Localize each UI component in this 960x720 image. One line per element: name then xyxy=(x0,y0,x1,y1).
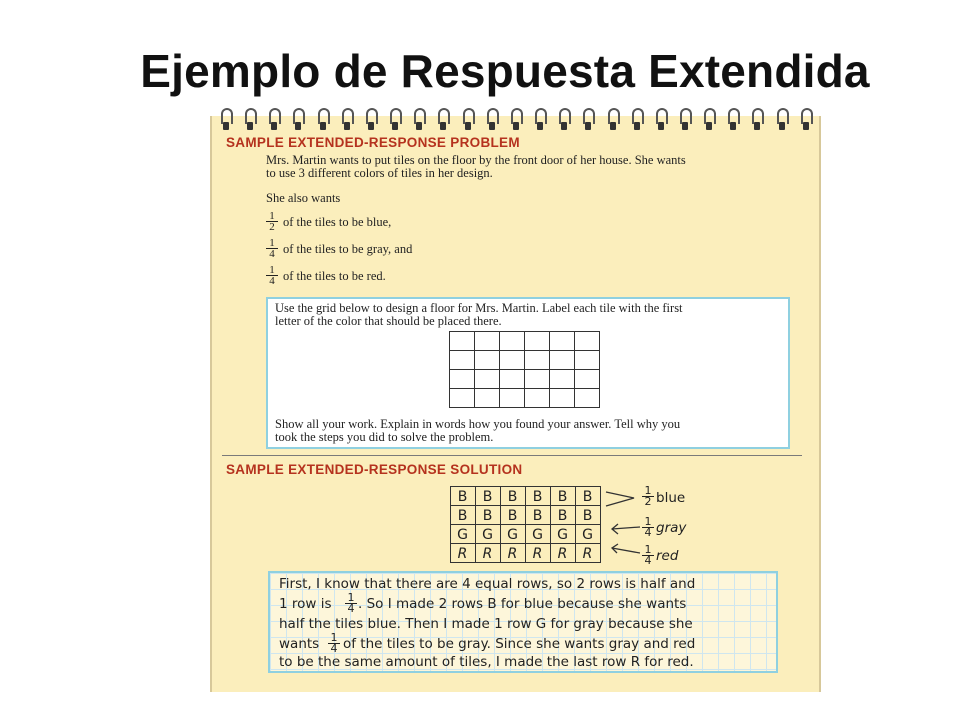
problem-heading: SAMPLE EXTENDED-RESPONSE PROBLEM xyxy=(226,135,520,150)
tile-cell: R xyxy=(582,546,593,562)
bracket-arrow xyxy=(606,492,634,506)
spiral-binding xyxy=(218,108,814,134)
tile-cell: R xyxy=(507,546,518,562)
explanation-line-4a: wants xyxy=(279,636,320,652)
tile-cell: G xyxy=(557,527,568,543)
section-divider xyxy=(222,455,802,456)
also-wants-text: She also wants xyxy=(266,191,341,205)
tile-cell: R xyxy=(457,546,468,562)
tile-cell: B xyxy=(482,489,493,505)
explanation-fraction-2: $\frac{1}{4}$ xyxy=(328,633,340,654)
empty-tile-grid xyxy=(449,331,601,409)
annotation-label-blue: blue xyxy=(656,490,686,506)
tile-cell: B xyxy=(457,508,468,524)
tile-cell: R xyxy=(482,546,493,562)
closing-line-2: took the steps you did to solve the problem. xyxy=(275,430,494,444)
gray-arrow xyxy=(612,527,640,529)
tile-cell: B xyxy=(557,489,568,505)
fraction-item-3: $\frac{1}{4}$ xyxy=(266,265,278,286)
explanation-line-4b: of the tiles to be gray. Since she wants gray and red xyxy=(343,636,696,652)
solved-tile-grid xyxy=(450,486,602,564)
tile-cell: G xyxy=(582,527,593,543)
tile-cell: B xyxy=(532,489,543,505)
tile-cell: B xyxy=(582,508,593,524)
tile-cell: B xyxy=(582,489,593,505)
problem-intro-line-2: to use 3 different colors of tiles in her design. xyxy=(266,166,493,180)
tile-cell: R xyxy=(557,546,568,562)
tile-cell: B xyxy=(532,508,543,524)
fraction-item-1-text: of the tiles to be blue, xyxy=(283,215,392,229)
fraction-item-1: $\frac{1}{2}$ xyxy=(266,211,278,232)
tile-cell: G xyxy=(482,527,493,543)
annotation-fraction-2: $\frac{1}{4}$ xyxy=(642,517,654,538)
instructions-line-1: Use the grid below to design a floor for Mrs. Martin. Label each tile with the first xyxy=(275,301,683,315)
tile-cell: B xyxy=(457,489,468,505)
explanation-line-2b: . So I made 2 rows B for blue because she wants xyxy=(358,596,687,612)
instructions-line-2: letter of the color that should be placed there. xyxy=(275,314,502,328)
tile-cell: G xyxy=(532,527,543,543)
annotation-fraction-1: $\frac{1}{2}$ xyxy=(642,486,654,507)
slide-title: Ejemplo de Respuesta Extendida xyxy=(140,45,870,97)
tile-cell: G xyxy=(457,527,468,543)
fraction-item-2: $\frac{1}{4}$ xyxy=(266,238,278,259)
explanation-fraction-1: $\frac{1}{4}$ xyxy=(345,593,357,614)
tile-cell: B xyxy=(507,508,518,524)
closing-line-1: Show all your work. Explain in words how you found your answer. Tell why you xyxy=(275,417,681,431)
annotation-label-red: red xyxy=(656,548,679,564)
explanation-line-5: to be the same amount of tiles, I made the last row R for red. xyxy=(279,654,694,670)
tile-cell: G xyxy=(507,527,518,543)
fraction-item-3-text: of the tiles to be red. xyxy=(283,269,386,283)
explanation-line-1: First, I know that there are 4 equal rows, so 2 rows is half and xyxy=(279,576,696,592)
solution-heading: SAMPLE EXTENDED-RESPONSE SOLUTION xyxy=(226,462,523,477)
tile-cell: R xyxy=(532,546,543,562)
tile-cell: B xyxy=(507,489,518,505)
tile-cell: B xyxy=(482,508,493,524)
tile-cell: B xyxy=(557,508,568,524)
annotation-label-gray: gray xyxy=(656,520,687,536)
fraction-item-2-text: of the tiles to be gray, and xyxy=(283,242,413,256)
explanation-line-2a: 1 row is xyxy=(279,596,332,612)
explanation-line-3: half the tiles blue. Then I made 1 row G for gray because she xyxy=(279,616,693,632)
problem-intro-line-1: Mrs. Martin wants to put tiles on the floor by the front door of her house. She wants xyxy=(266,153,686,167)
annotation-fraction-3: $\frac{1}{4}$ xyxy=(642,545,654,566)
